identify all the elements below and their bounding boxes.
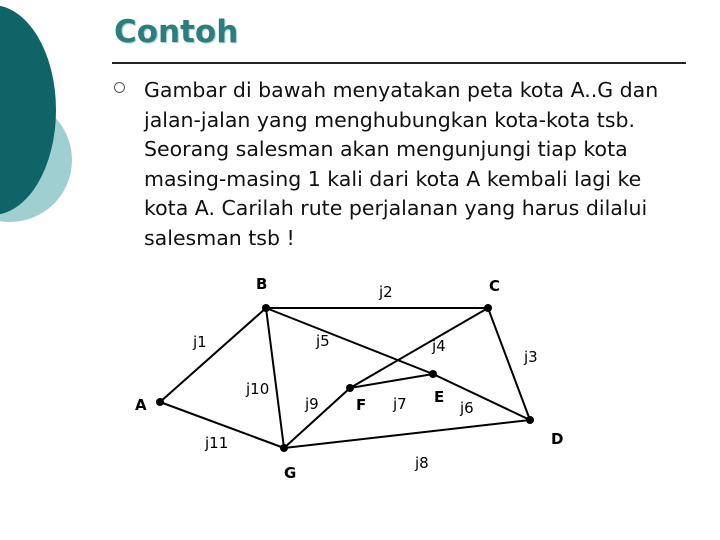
edge-label-j11: j11 [205,434,229,452]
node-label-A: A [135,396,147,414]
edge-label-j1: j1 [193,333,207,351]
node-C [484,304,492,312]
node-label-C: C [489,277,501,295]
node-label-B: B [256,275,268,293]
body-paragraph: Gambar di bawah menyatakan peta kota A..G dan jalan-jalan yang menghubungkan kota-kota tsb. Seorang salesman akan mengunjungi tiap kota masing-masing 1 kali dari kota A kembali lagi ke kota A. Carilah rute perjalanan yang harus dilalui salesman tsb ! [144,78,659,250]
edge-j10 [266,308,284,448]
edge-j8 [284,420,530,448]
node-A [156,398,164,406]
node-label-E: E [434,388,445,406]
edge-label-j9: j9 [305,395,319,413]
node-E [429,370,437,378]
node-G [280,444,288,452]
node-label-G: G [284,464,297,482]
edge-label-j2: j2 [379,283,393,301]
edge-label-j6: j6 [460,399,474,417]
slide-title: Contoh [114,14,239,50]
node-F [346,384,354,392]
edge-j5 [266,308,433,374]
edge-label-j3: j3 [524,348,538,366]
node-B [262,304,270,312]
edge-label-j4: j4 [432,337,446,355]
node-label-D: D [551,430,564,448]
edge-label-j7: j7 [393,395,407,413]
edge-label-j10: j10 [246,380,270,398]
node-D [526,416,534,424]
edge-label-j8: j8 [415,454,429,472]
node-label-F: F [356,396,367,414]
edge-label-j5: j5 [316,332,330,350]
